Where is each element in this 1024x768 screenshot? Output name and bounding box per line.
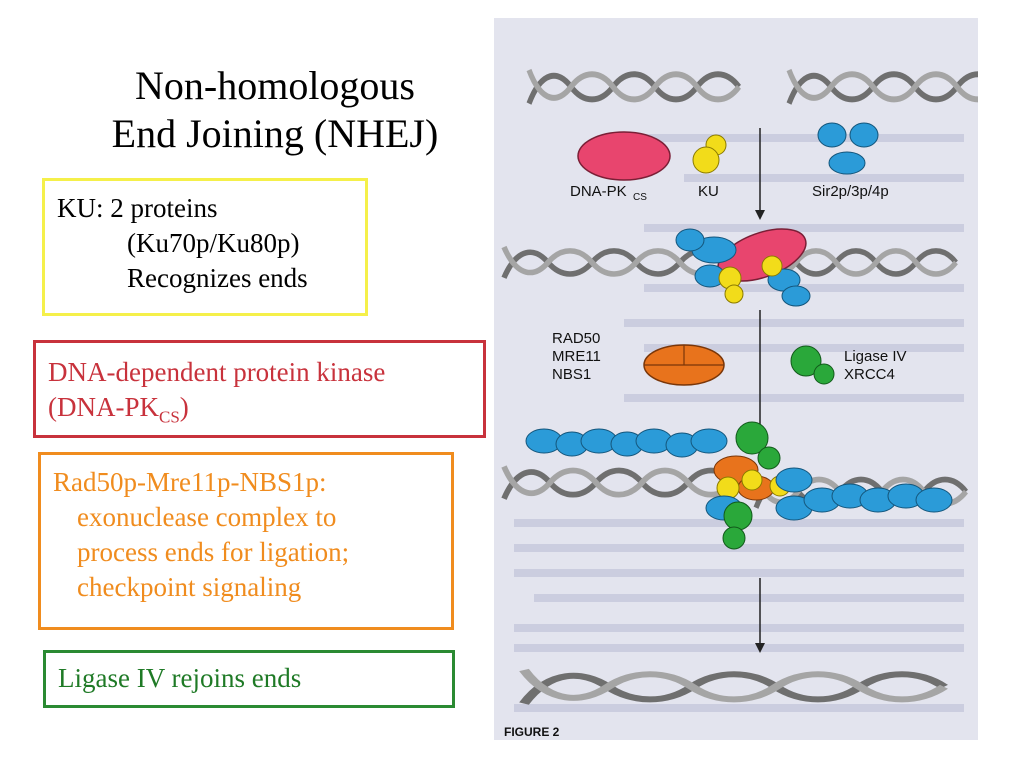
slide-title xyxy=(40,62,510,158)
rad-line-3: process ends for ligation; xyxy=(77,537,350,567)
rad-box xyxy=(38,452,454,630)
dnapk-line-2 xyxy=(48,390,471,434)
dnapk-line-1: DNA-dependent protein kinase xyxy=(48,357,386,387)
dnapk-protein xyxy=(578,132,670,180)
dnapk-line-2-sub: CS xyxy=(159,407,180,427)
label-rad50: RAD50 xyxy=(552,330,601,347)
dnapk-box xyxy=(33,340,486,438)
nhej-figure-svg xyxy=(494,18,978,740)
ku-box xyxy=(42,178,368,316)
label-xrcc4: XRCC4 xyxy=(844,366,895,383)
nhej-figure xyxy=(494,18,978,740)
label-ligase: Ligase IV xyxy=(844,348,907,365)
ligase-line-1: Ligase IV rejoins ends xyxy=(58,663,302,693)
label-sir: Sir2p/3p/4p xyxy=(812,183,889,200)
rad-line-4: checkpoint signaling xyxy=(77,572,302,602)
dnapk-line-2-pre: (DNA-PK xyxy=(48,392,159,422)
rad-line-1: Rad50p-Mre11p-NBS1p: xyxy=(53,467,327,497)
ku-line-2: (Ku70p/Ku80p) xyxy=(127,228,300,258)
ku-line-1: KU: 2 proteins xyxy=(57,193,218,223)
ku-line-3: Recognizes ends xyxy=(127,263,308,293)
title-line-2: End Joining (NHEJ) xyxy=(111,111,439,156)
rad-line-2: exonuclease complex to xyxy=(77,502,337,532)
rad-complex xyxy=(644,345,724,385)
label-dnapk-sub: CS xyxy=(633,192,647,203)
ligase-box xyxy=(43,650,455,708)
label-dnapk: DNA-PK xyxy=(570,183,627,200)
label-nbs1: NBS1 xyxy=(552,366,592,383)
title-line-1: Non-homologous xyxy=(135,63,415,108)
dnapk-line-2-post: ) xyxy=(179,392,189,422)
label-ku: KU xyxy=(698,183,719,200)
figure-caption: FIGURE 2 xyxy=(504,725,560,739)
label-mre11: MRE11 xyxy=(552,348,601,365)
